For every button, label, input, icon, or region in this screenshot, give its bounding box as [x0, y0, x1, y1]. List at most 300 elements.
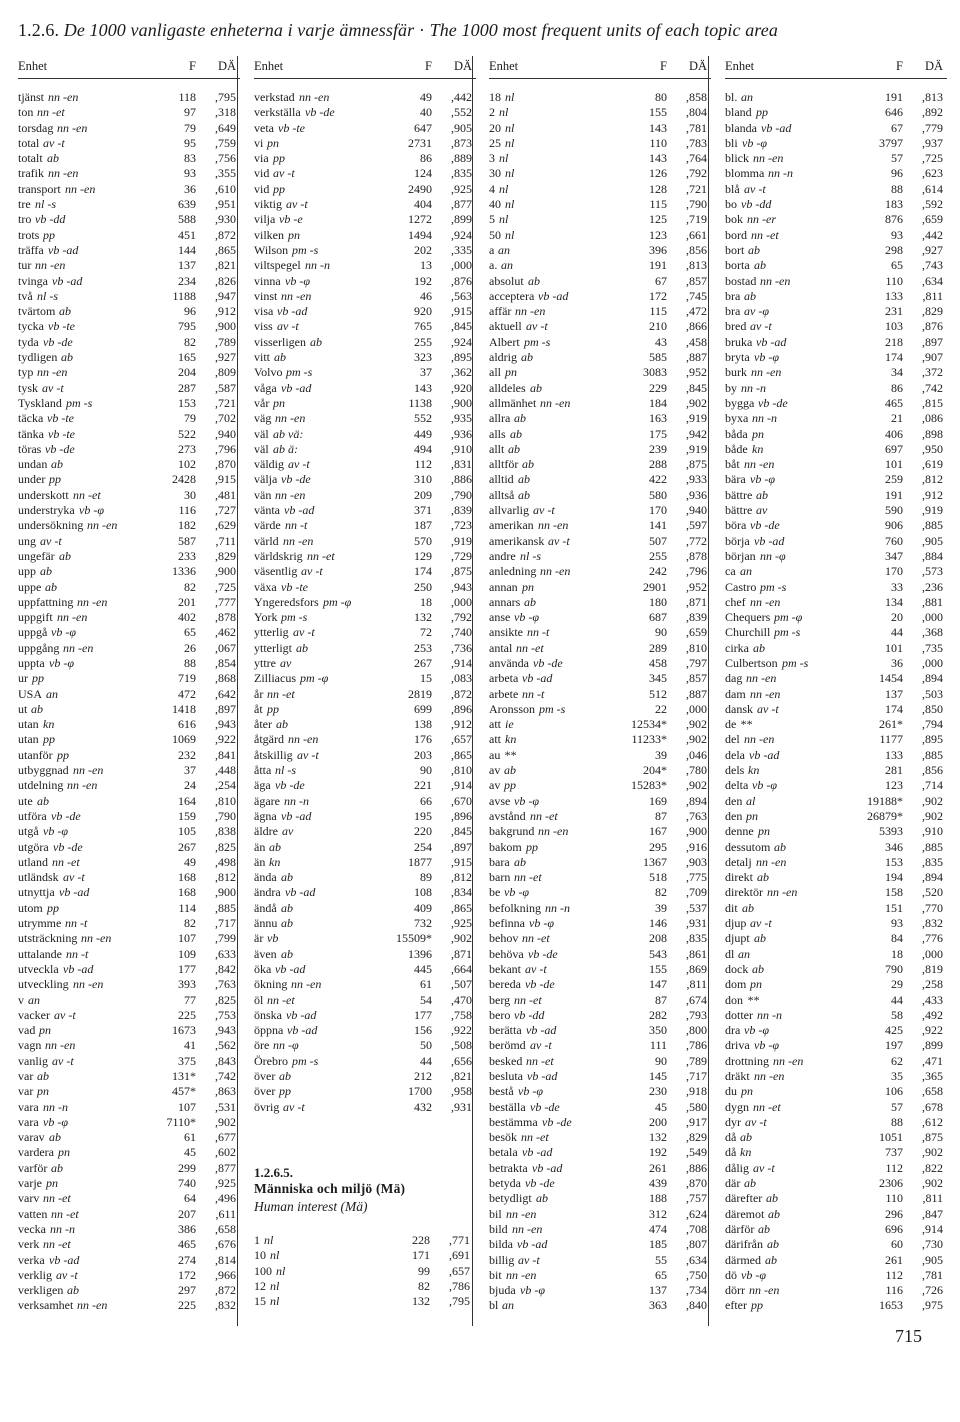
word-entry [254, 1294, 474, 1309]
word-class: av -t [42, 380, 64, 395]
word-entry [725, 1023, 947, 1038]
dispersion: ,858 [686, 90, 707, 104]
word-entry [18, 717, 240, 732]
word-class: an [46, 686, 58, 701]
frequency: 35 [891, 1069, 903, 1083]
word-entry [18, 702, 240, 717]
word: utgöra [18, 839, 49, 854]
word-class: nn -et [267, 686, 295, 701]
word-entry [489, 763, 711, 778]
word-entry [725, 1268, 947, 1283]
word-entry [18, 503, 240, 518]
word: utom [18, 900, 43, 915]
word-entry [725, 534, 947, 549]
word-entry [254, 518, 476, 533]
dispersion: ,789 [215, 334, 236, 349]
frequency: 719 [178, 671, 196, 686]
frequency: 12534* [631, 717, 667, 732]
dispersion: ,743 [922, 258, 943, 273]
dispersion: ,863 [215, 1084, 236, 1099]
word-class: vb -dd [514, 1007, 545, 1022]
word-entry [489, 1069, 711, 1084]
word-entry [254, 595, 476, 610]
frequency: 795 [178, 319, 196, 334]
word-entry [254, 90, 476, 105]
dispersion: ,821 [451, 1069, 472, 1083]
word-entry [489, 1008, 711, 1023]
word: åter [254, 717, 272, 732]
dispersion: ,563 [451, 288, 472, 303]
word-entry [725, 121, 947, 136]
word: Örebro [254, 1053, 288, 1068]
header-da: DÄ [217, 59, 236, 73]
dispersion: ,943 [215, 1023, 236, 1038]
word: båda [725, 426, 748, 441]
word-entry [18, 595, 240, 610]
frequency: 99 [418, 1263, 430, 1278]
frequency: 191 [885, 90, 903, 104]
frequency: 15 [420, 671, 432, 686]
dispersion: ,872 [215, 227, 236, 242]
word-entry [489, 702, 711, 717]
dispersion: ,812 [215, 870, 236, 885]
word: verksamhet [18, 1298, 74, 1313]
word: understryka [18, 503, 75, 518]
word: upp [18, 564, 36, 579]
frequency: 218 [885, 334, 903, 349]
word-entry [18, 274, 240, 289]
frequency: 451 [178, 227, 196, 242]
frequency: 255 [649, 548, 667, 563]
word-class: nn -en [512, 1221, 543, 1236]
frequency: 201 [178, 594, 196, 609]
word: över [254, 1069, 276, 1083]
dispersion: ,657 [451, 732, 472, 747]
dispersion: ,458 [686, 334, 707, 349]
frequency: 126 [649, 166, 667, 181]
word-class: av -t [54, 1007, 76, 1022]
word-class: ab [59, 304, 71, 319]
word-class: pm -s [66, 395, 93, 410]
word-class: nn -et [73, 487, 101, 502]
word: Volvo [254, 365, 283, 380]
dispersion: ,781 [922, 1267, 943, 1282]
word-class: nl [499, 212, 509, 227]
word-class: ab [514, 411, 526, 426]
word-entry [489, 610, 711, 625]
word: all [489, 365, 501, 380]
word-entry [489, 1084, 711, 1099]
word: vän [254, 487, 272, 502]
word-entry [489, 121, 711, 136]
word-entry [254, 809, 476, 824]
word: bruka [725, 334, 753, 349]
word: Yngeredsfors [254, 594, 319, 609]
word-entry [18, 90, 240, 105]
dispersion: ,677 [215, 1130, 236, 1145]
dispersion: ,931 [451, 1099, 472, 1114]
frequency: 37 [184, 763, 196, 778]
word: dörr [725, 1283, 745, 1298]
word-class: ab [756, 487, 768, 502]
dispersion: ,763 [215, 977, 236, 992]
dispersion: ,950 [922, 441, 943, 456]
dispersion: ,870 [215, 457, 236, 472]
word: 100 [254, 1263, 272, 1278]
word-class: vb -ad [52, 273, 83, 288]
word-class: vb -de [53, 839, 83, 854]
dispersion: ,442 [922, 227, 943, 242]
word-class: pn [758, 824, 770, 839]
word: både [725, 441, 748, 456]
word-entry [725, 1207, 947, 1222]
word-class: ab [744, 288, 756, 303]
word-entry [18, 534, 240, 549]
word-entry [489, 319, 711, 334]
frequency: 184 [649, 395, 667, 410]
frequency: 234 [178, 273, 196, 288]
word-class: nn -en [540, 564, 571, 579]
word-entry [254, 763, 476, 778]
word-entry [254, 121, 476, 136]
word: vår [254, 395, 270, 410]
word-class: av -φ [744, 304, 769, 319]
frequency: 180 [649, 594, 667, 609]
frequency: 96 [184, 304, 196, 319]
frequency: 67 [655, 273, 667, 288]
dispersion: ,763 [686, 808, 707, 823]
frequency: 82 [655, 885, 667, 900]
dispersion: ,702 [215, 411, 236, 426]
word-class: pn [267, 135, 279, 150]
frequency: 15283* [631, 778, 667, 793]
word: acceptera [489, 288, 535, 303]
word-class: av -t [518, 1252, 540, 1267]
word: burk [725, 365, 747, 380]
dispersion: ,656 [451, 1053, 472, 1068]
word-entry [725, 809, 947, 824]
frequency: 402 [178, 610, 196, 625]
frequency: 128 [649, 181, 667, 196]
word: de [725, 717, 737, 732]
frequency: 590 [885, 503, 903, 518]
word-entry [489, 1237, 711, 1252]
dispersion: ,843 [215, 1053, 236, 1068]
frequency: 37 [420, 365, 432, 380]
frequency: 93 [184, 166, 196, 181]
dispersion: ,822 [922, 1160, 943, 1175]
word: bygga [725, 395, 755, 410]
word-class: av -t [525, 961, 547, 976]
dispersion: ,592 [922, 197, 943, 212]
word-entry [254, 197, 476, 212]
dispersion: ,875 [686, 457, 707, 472]
frequency: 194 [885, 870, 903, 885]
dispersion: ,711 [215, 533, 236, 548]
word: trafik [18, 166, 44, 181]
frequency: 790 [885, 961, 903, 976]
dispersion: ,905 [922, 533, 943, 548]
frequency: 375 [178, 1053, 196, 1068]
frequency: 699 [414, 701, 432, 716]
word-column-3 [489, 56, 711, 1314]
word-entry [725, 1222, 947, 1237]
word-class: vb -te [47, 411, 74, 426]
word-entry [725, 350, 947, 365]
word-class: nn -en [754, 1069, 785, 1083]
dispersion: ,876 [451, 273, 472, 288]
word: bli [725, 135, 738, 150]
frequency: 156 [414, 1023, 432, 1038]
frequency: 44 [891, 625, 903, 640]
dispersion: ,886 [451, 472, 472, 487]
word-class: nn -en [48, 166, 79, 181]
dispersion: ,896 [451, 701, 472, 716]
word-class: nn -en [538, 824, 569, 839]
dispersion: ,659 [686, 625, 707, 640]
frequency: 1272 [408, 212, 432, 227]
word-entry [489, 748, 711, 763]
word-class: nn -en [750, 686, 781, 701]
frequency: 165 [178, 350, 196, 365]
word-entry [254, 442, 476, 457]
word-class: vb -φ [752, 778, 777, 793]
dispersion: ,886 [686, 1160, 707, 1175]
word: betyda [489, 1176, 521, 1191]
column-header [254, 56, 476, 79]
frequency: 24 [184, 778, 196, 793]
frequency: 203 [414, 747, 432, 762]
dispersion: ,832 [922, 916, 943, 931]
word-entry [725, 687, 947, 702]
word-entry [489, 457, 711, 472]
frequency: 295 [649, 839, 667, 854]
frequency: 570 [414, 533, 432, 548]
word: åtta [254, 763, 272, 778]
frequency: 164 [178, 793, 196, 808]
word-entry [254, 870, 476, 885]
frequency: 170 [885, 564, 903, 579]
word-class: ab [67, 1283, 79, 1298]
frequency: 132 [412, 1294, 430, 1309]
frequency: 174 [414, 564, 432, 579]
dispersion: ,896 [451, 808, 472, 823]
word: Chequers [725, 610, 771, 625]
dispersion: ,903 [686, 854, 707, 869]
frequency: 422 [649, 472, 667, 487]
frequency: 192 [649, 1145, 667, 1160]
word-entry [254, 350, 476, 365]
word-entry [18, 870, 240, 885]
word-entry [254, 748, 476, 763]
dispersion: ,897 [215, 701, 236, 716]
dispersion: ,792 [686, 166, 707, 181]
frequency: 2819 [408, 686, 432, 701]
dispersion: ,920 [451, 380, 472, 395]
word-class: nl [276, 1263, 286, 1278]
word-class: ab [536, 1191, 548, 1206]
frequency: 143 [414, 380, 432, 395]
frequency: 1051 [879, 1130, 903, 1145]
dispersion: ,726 [922, 1283, 943, 1298]
frequency: 112 [885, 1267, 903, 1282]
dispersion: ,850 [922, 701, 943, 716]
dispersion: ,725 [922, 151, 943, 166]
word-entry [725, 90, 947, 105]
word-class: vb -φ [529, 916, 554, 931]
word: alltid [489, 472, 514, 487]
dispersion: ,657 [449, 1263, 470, 1278]
word-class: nn -en [773, 1053, 804, 1068]
word: anledning [489, 564, 537, 579]
word-entry [725, 794, 947, 809]
word-entry [725, 702, 947, 717]
header-da: DÄ [688, 59, 707, 73]
dispersion: ,914 [451, 655, 472, 670]
word-entry [18, 166, 240, 181]
dispersion: ,790 [451, 487, 472, 502]
dispersion: ,861 [686, 946, 707, 961]
frequency: 138 [414, 717, 432, 732]
word-entry [725, 442, 947, 457]
word: transport [18, 181, 61, 196]
word-class: pp [49, 472, 61, 487]
dispersion: ,368 [922, 625, 943, 640]
dispersion: ,777 [215, 594, 236, 609]
word-class: nn -et [43, 1191, 71, 1206]
frequency: 457* [172, 1084, 196, 1099]
word-class: pn [58, 1145, 70, 1160]
word: allt [489, 441, 505, 456]
word: a [489, 242, 495, 257]
word: bakom [489, 839, 522, 854]
dispersion: ,915 [451, 854, 472, 869]
word-class: av -t [283, 1099, 305, 1114]
frequency: 34 [891, 365, 903, 380]
word: början [725, 548, 756, 563]
word: befinna [489, 916, 525, 931]
frequency: 587 [178, 533, 196, 548]
dispersion: ,786 [686, 1038, 707, 1053]
dispersion: ,714 [922, 778, 943, 793]
frequency: 90 [655, 1053, 667, 1068]
word-entry [725, 763, 947, 778]
word-entry [18, 121, 240, 136]
word-class: vb -de [528, 946, 558, 961]
dispersion: ,813 [686, 258, 707, 273]
word: byxa [725, 411, 749, 426]
word-entry [254, 1279, 474, 1294]
dispersion: ,865 [451, 747, 472, 762]
dispersion: ,619 [922, 457, 943, 472]
dispersion: ,884 [922, 548, 943, 563]
frequency: 696 [885, 1221, 903, 1236]
frequency: 134 [885, 594, 903, 609]
word: ansikte [489, 625, 523, 640]
dispersion: ,857 [686, 671, 707, 686]
word-class: pm -φ [323, 594, 352, 609]
frequency: 220 [414, 824, 432, 839]
frequency: 143 [649, 151, 667, 166]
word-entry [725, 595, 947, 610]
word-class: vb [267, 931, 279, 946]
frequency: 281 [885, 763, 903, 778]
word: driva [725, 1038, 750, 1053]
word-entry [725, 931, 947, 946]
word: övrig [254, 1099, 280, 1114]
dispersion: ,433 [922, 992, 943, 1007]
word-class: av -t [750, 916, 772, 931]
word-class: vb -dd [35, 212, 66, 227]
frequency: 409 [414, 900, 432, 915]
word-class: nn -en [77, 594, 108, 609]
frequency: 345 [649, 671, 667, 686]
word-class: nn -en [45, 1038, 76, 1053]
frequency: 297 [178, 1283, 196, 1298]
frequency: 77 [184, 992, 196, 1007]
frequency: 84 [891, 931, 903, 946]
word-entry [254, 732, 476, 747]
word: välja [254, 472, 278, 487]
frequency: 107 [178, 931, 196, 946]
word: affär [489, 304, 512, 319]
word-class: av -t [56, 1267, 78, 1282]
word-class: vb -de [542, 1114, 572, 1129]
word-class: av -t [277, 319, 299, 334]
word: tro [18, 212, 32, 227]
word: totalt [18, 151, 43, 166]
frequency: 432 [414, 1099, 432, 1114]
word-entry [489, 427, 711, 442]
word-entry [18, 610, 240, 625]
word-entry [489, 1130, 711, 1145]
word-entry [489, 335, 711, 350]
word-entry [489, 243, 711, 258]
frequency: 158 [885, 885, 903, 900]
word: tydligen [18, 350, 58, 365]
word: väl [254, 441, 269, 456]
frequency: 732 [414, 916, 432, 931]
word: bra [725, 288, 741, 303]
frequency: 141 [649, 518, 667, 533]
frequency: 61 [184, 1130, 196, 1145]
frequency: 137 [649, 1283, 667, 1298]
dispersion: ,840 [686, 1298, 707, 1313]
frequency: 182 [178, 518, 196, 533]
word: bättre [725, 503, 753, 518]
frequency: 109 [178, 946, 196, 961]
word-class: an [738, 946, 750, 961]
frequency: 49 [420, 90, 432, 104]
word-class: vb -φ [750, 472, 775, 487]
dispersion: ,912 [922, 487, 943, 502]
word-class: vb -ad [756, 334, 787, 349]
word-entry [725, 1038, 947, 1053]
word-entry [254, 947, 476, 962]
word-entry [18, 671, 240, 686]
word-class: ab [514, 854, 526, 869]
frequency: 147 [649, 977, 667, 992]
word-entry [18, 1176, 240, 1191]
word-class: vb -ad [538, 288, 569, 303]
word: 15 [254, 1294, 266, 1309]
word: varför [18, 1160, 48, 1175]
word: 30 [489, 166, 501, 181]
word: Culbertson [725, 655, 778, 670]
word-class: nn -en [87, 518, 118, 533]
dispersion: ,658 [215, 1221, 236, 1236]
frequency: 95 [184, 135, 196, 150]
